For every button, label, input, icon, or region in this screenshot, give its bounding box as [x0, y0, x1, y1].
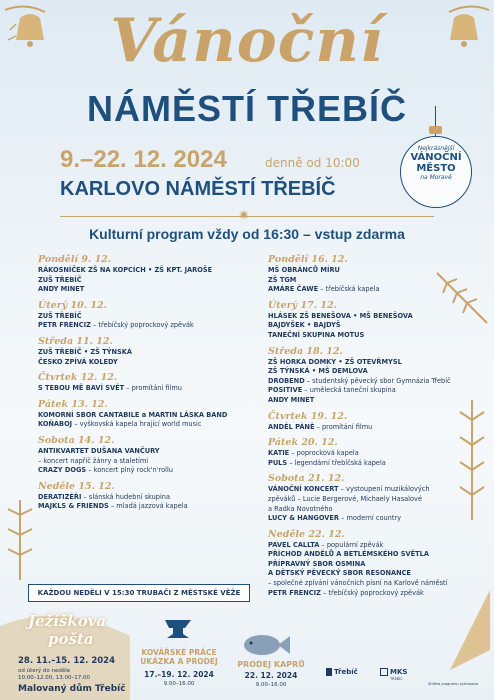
program-item-name: ZUŠ TŘEBÍČ: [38, 311, 82, 320]
badge-line4: na Moravě: [420, 174, 452, 181]
badge-cap: [429, 126, 442, 134]
program-item: [268, 331, 473, 341]
program-item: [268, 485, 473, 495]
program-item-desc: – třebíčská kapela: [318, 285, 380, 294]
program-item: [38, 312, 243, 322]
program-item: [268, 276, 473, 286]
program-item-desc: – vyškovská kapela hrající world music: [72, 420, 202, 429]
day-heading: Úterý 17. 12.: [268, 299, 337, 311]
event-dates: 9.–22. 12. 2024: [60, 146, 227, 173]
program-item: [268, 514, 473, 524]
program-item: [38, 411, 243, 421]
program-item-desc: – třebíčský poprockový zpěvák: [320, 588, 424, 597]
program-item-name: PŘÍCHOD ANDĚLŮ A BETLÉMSKÉHO SVĚTLA: [268, 550, 429, 559]
badge-line1: Nejkrásnější: [417, 145, 455, 152]
program-item-desc: – vystoupení muzikálových: [338, 485, 430, 494]
program-day: [38, 435, 243, 476]
page-title: NÁMĚSTÍ TŘEBÍČ: [87, 88, 407, 129]
program-item-desc: – studentský pěvecký sbor Gymnázia Třebíč: [304, 376, 451, 385]
kapru-title: PRODEJ KAPRŮ: [237, 660, 305, 669]
program-item: [268, 285, 473, 295]
program-item-desc: a Radka Novotného: [268, 504, 333, 513]
program-item-name: MAJKLS & FRIENDS: [38, 502, 109, 511]
program-day: [268, 254, 473, 295]
program-item: [268, 459, 473, 469]
day-heading: Pátek 13. 12.: [38, 398, 108, 410]
program-item: [38, 384, 243, 394]
program-title: Kulturní program vždy od 16:30 – vstup zdarma: [89, 226, 405, 242]
day-heading: Neděle 22. 12.: [268, 528, 345, 540]
day-heading: Středa 11. 12.: [38, 335, 113, 347]
program-item-name: ANDY MINET: [38, 285, 85, 294]
mks-logo-sub: TŘEBÍČ: [390, 677, 403, 681]
program-item-name: KOMORNÍ SBOR CANTABILE a MARTIN LÁSKA BAND: [38, 410, 228, 419]
program-item: [38, 457, 243, 467]
program-item: [38, 447, 243, 457]
program-item-desc: – společné zpívání vánočních písní na Karlově náměstí: [268, 579, 448, 588]
program-item: [268, 386, 473, 396]
program-item-name: MŠ OBRÁNCŮ MÍRU: [268, 266, 340, 274]
program-item-name: LUCY & HANGOVER: [268, 514, 339, 523]
program-item: [38, 358, 243, 368]
program-item: [38, 502, 243, 512]
program-item: [268, 495, 473, 505]
program-day: [38, 336, 243, 367]
program-day: [38, 481, 243, 512]
program-day: [38, 254, 243, 295]
kapru-hours: 9.00–16.00: [255, 682, 287, 688]
day-heading: Pondělí 9. 12.: [38, 254, 112, 265]
day-heading: Úterý 10. 12.: [38, 299, 107, 311]
star-icon: ✷: [238, 208, 250, 224]
day-heading: Pátek 20. 12.: [268, 437, 338, 449]
jeziskova-dates: 28. 11.–15. 12. 2024: [18, 656, 116, 666]
program-item-desc: – promítání filmu: [314, 422, 373, 431]
program-column-right: [268, 254, 473, 603]
program-item-name: ZUŠ TŘEBÍČ: [38, 275, 82, 284]
program-item-name: ZŠ HORKA DOMKY • ZŠ OTEVŘMYSL: [268, 357, 402, 366]
day-heading: Čtvrtek 19. 12.: [268, 410, 348, 422]
mks-logo: [380, 668, 407, 676]
daily-time: denně od 10:00: [265, 156, 360, 170]
program-item-name: VÁNOČNÍ KONCERT: [268, 485, 339, 494]
program-item: [38, 266, 243, 276]
program-day: [268, 473, 473, 523]
event-place: KARLOVO NÁMĚSTÍ TŘEBÍČ: [60, 178, 336, 200]
program-item-name: ZŠ TÝNSKÁ • MŠ DEMLOVA: [268, 367, 368, 376]
program-item: [268, 312, 473, 322]
program-item: [268, 266, 473, 276]
program-item-name: ZŠ TGM: [268, 275, 297, 284]
program-item: [268, 505, 473, 515]
jeziskova-hours-2: 10.00–12.00, 13.00–17.00: [18, 675, 90, 681]
carp-icon: [240, 632, 290, 658]
program-day: [268, 346, 473, 406]
program-item-name: POSITIVE: [268, 386, 303, 395]
jeziskova-hours: [18, 668, 90, 682]
program-item: [268, 358, 473, 368]
program-item-name: ČESKO ZPÍVÁ KOLEDY: [38, 357, 118, 366]
program-day: [38, 300, 243, 331]
program-item-desc: – legendární třebíčská kapela: [287, 458, 386, 467]
program-item: [38, 348, 243, 358]
program-item-name: KOŇABOJ: [38, 420, 73, 429]
badge-line3: MĚSTO: [416, 163, 456, 174]
program-day: [268, 411, 473, 433]
star-bottom-right-icon: [440, 590, 494, 680]
program-item-name: ANDY MINET: [268, 395, 315, 404]
program-day: [268, 437, 473, 468]
program-item-name: CRAZY DOGS: [38, 466, 87, 475]
trebic-logo-mark-icon: [326, 668, 332, 676]
program-item: [268, 541, 473, 551]
program-item-name: ANDĚL PÁNĚ: [268, 422, 315, 431]
program-item: [268, 589, 473, 599]
mks-logo-mark-icon: [380, 668, 388, 676]
program-item-name: PAVEL CALLTA: [268, 540, 320, 549]
sunday-note: KAŽDOU NEDĚLI V 15:30 TRUBAČI Z MĚSTSKÉ VĚŽE: [28, 584, 250, 602]
anvil-icon: [163, 616, 193, 640]
program-item-desc: – poprocková kapela: [289, 449, 359, 458]
branch-left-icon: [0, 500, 40, 580]
program-item-desc: zpěváků – Lucie Bergerové, Michaely Hasalové: [268, 494, 422, 503]
trebic-logo-text: Třebíč: [334, 668, 358, 676]
program-item: [268, 423, 473, 433]
program-item: [38, 276, 243, 286]
program-item: [268, 569, 473, 579]
program-item-name: A DĚTSKÝ PĚVECKÝ SBOR RESONANCE: [268, 569, 411, 578]
day-heading: Sobota 21. 12.: [268, 473, 345, 485]
program-item: [38, 321, 243, 331]
program-item: [268, 579, 473, 589]
program-item-desc: – koncert plný rock'n'rollu: [86, 466, 173, 475]
program-day: [38, 399, 243, 430]
day-heading: Neděle 15. 12.: [38, 480, 115, 492]
kovarske-hours: 9.00–16.00: [163, 681, 195, 687]
kapru-dates: 22. 12. 2024: [244, 671, 298, 680]
program-item-name: ZUŠ TŘEBÍČ • ZŠ TÝNSKÁ: [38, 347, 132, 356]
program-item-name: AMÁRE ČAWE: [268, 285, 319, 294]
program-item: [268, 449, 473, 459]
credit-note: Změna programu vyhrazena: [428, 682, 479, 686]
mks-logo-text: MKS: [390, 668, 408, 676]
program-item: [268, 367, 473, 377]
program-item: [38, 466, 243, 476]
program-item-name: DERATIZÉŘI: [38, 492, 82, 501]
program-item-name: BAJDYŠEK • BAJDYŠ: [268, 321, 341, 330]
program-item-name: PŘÍPRAVNÝ SBOR OSMINA: [268, 559, 366, 568]
program-item: [268, 396, 473, 406]
program-item-desc: – mladá jazzová kapela: [108, 502, 188, 511]
badge-line2: VÁNOČNÍ: [410, 152, 462, 163]
program-day: [268, 529, 473, 599]
program-column-left: [38, 254, 243, 517]
program-item: [268, 550, 473, 560]
program-item: [38, 285, 243, 295]
jeziskova-title-1: Ježíškova: [28, 612, 107, 630]
program-item-name: RÁKOSNÍČEK ZŠ NA KOPCÍCH • ZŠ KPT. JAROŠE: [38, 266, 213, 274]
title-script: Vánoční: [110, 6, 384, 76]
program-item-name: PETR FRENCIZ: [38, 321, 91, 330]
program-item-name: HLÁSEK ZŠ BENEŠOVA • MŠ BENEŠOVA: [268, 311, 413, 320]
jeziskova-hours-1: od úterý do neděle: [18, 668, 71, 674]
program-item-name: KATIE: [268, 449, 290, 458]
program-item-name: TANEČNÍ SKUPINA MOTUS: [268, 330, 365, 339]
program-item-name: S TEBOU MĚ BAVÍ SVĚT: [38, 384, 125, 393]
trebic-logo: [326, 668, 358, 676]
program-item-desc: – populární zpěvák: [319, 540, 384, 549]
program-item-name: DROBEND: [268, 376, 305, 385]
christmas-city-badge: [400, 136, 472, 208]
program-item: [38, 493, 243, 503]
day-heading: Středa 18. 12.: [268, 345, 343, 357]
day-heading: Sobota 14. 12.: [38, 434, 115, 446]
program-day: [268, 300, 473, 341]
program-item: [38, 420, 243, 430]
day-heading: Pondělí 16. 12.: [268, 254, 348, 265]
program-item-desc: – koncert napříč žánry a staletími: [38, 456, 149, 465]
kovarske-title-1: KOVÁŘSKÉ PRÁCE: [141, 648, 217, 657]
kovarske-title: [138, 648, 220, 666]
kovarske-dates: 17.–19. 12. 2024: [144, 670, 214, 679]
kovarske-title-2: UKÁZKA A PRODEJ: [140, 657, 218, 666]
program-item: [268, 377, 473, 387]
day-heading: Čtvrtek 12. 12.: [38, 372, 118, 384]
program-item-desc: – umělecká taneční skupina: [302, 386, 396, 395]
program-item: [268, 321, 473, 331]
program-item-desc: – moderní country: [338, 514, 402, 523]
program-item-name: PULS: [268, 458, 288, 467]
program-item-name: PETR FRENCIZ: [268, 588, 321, 597]
program-item-desc: – třebíčský poprockový zpěvák: [90, 321, 194, 330]
program-item-desc: – promítání filmu: [124, 384, 182, 393]
jeziskova-place: Malovaný dům Třebíč: [18, 684, 126, 694]
jeziskova-title-2: pošta: [48, 630, 94, 648]
program-day: [38, 372, 243, 394]
program-item-desc: – slánská hudební skupina: [81, 492, 171, 501]
program-item-name: ANTIKVARTET DUŠANA VANČURY: [38, 446, 160, 455]
